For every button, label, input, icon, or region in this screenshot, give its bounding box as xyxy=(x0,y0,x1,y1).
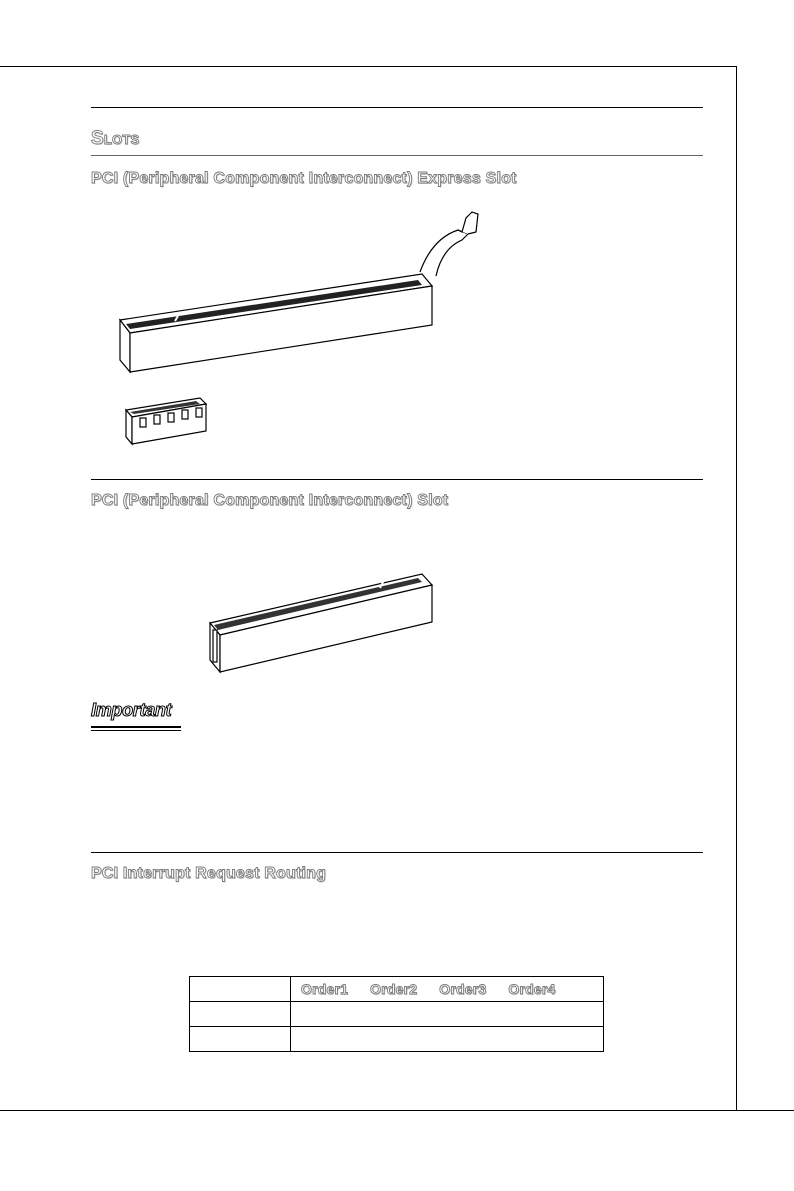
section-title: Slots xyxy=(91,128,140,149)
order-header-4: Order4 xyxy=(508,981,556,997)
table-corner-cell xyxy=(190,977,291,1002)
pci-slot-heading: PCI (Peripheral Component Interconnect) Slot xyxy=(91,492,449,509)
irq-routing-table xyxy=(189,976,604,1052)
table-row xyxy=(190,1002,604,1027)
table-header-row xyxy=(190,977,604,1002)
section-divider-2 xyxy=(91,852,703,853)
important-label: Important xyxy=(91,700,172,720)
table-row xyxy=(190,1027,604,1052)
table-cell xyxy=(190,1002,291,1027)
section-divider-1 xyxy=(91,479,703,480)
table-cell xyxy=(291,1002,604,1027)
pci-slot-illustration xyxy=(210,574,432,672)
order-header-1: Order1 xyxy=(301,981,349,997)
table-cell xyxy=(291,1027,604,1052)
irq-routing-heading: PCI Interrupt Request Routing xyxy=(91,865,327,882)
order-header-2: Order2 xyxy=(370,981,418,997)
pcie-x1-slot-illustration xyxy=(126,398,206,444)
important-underline xyxy=(91,726,181,728)
order-header-3: Order3 xyxy=(439,981,487,997)
pcie-slot-heading: PCI (Peripheral Component Interconnect) Express Slot xyxy=(91,170,517,187)
important-underline-thin xyxy=(91,730,181,731)
table-header-cell xyxy=(291,977,604,1002)
pcie-x16-slot-illustration xyxy=(120,212,478,372)
table-cell xyxy=(190,1027,291,1052)
